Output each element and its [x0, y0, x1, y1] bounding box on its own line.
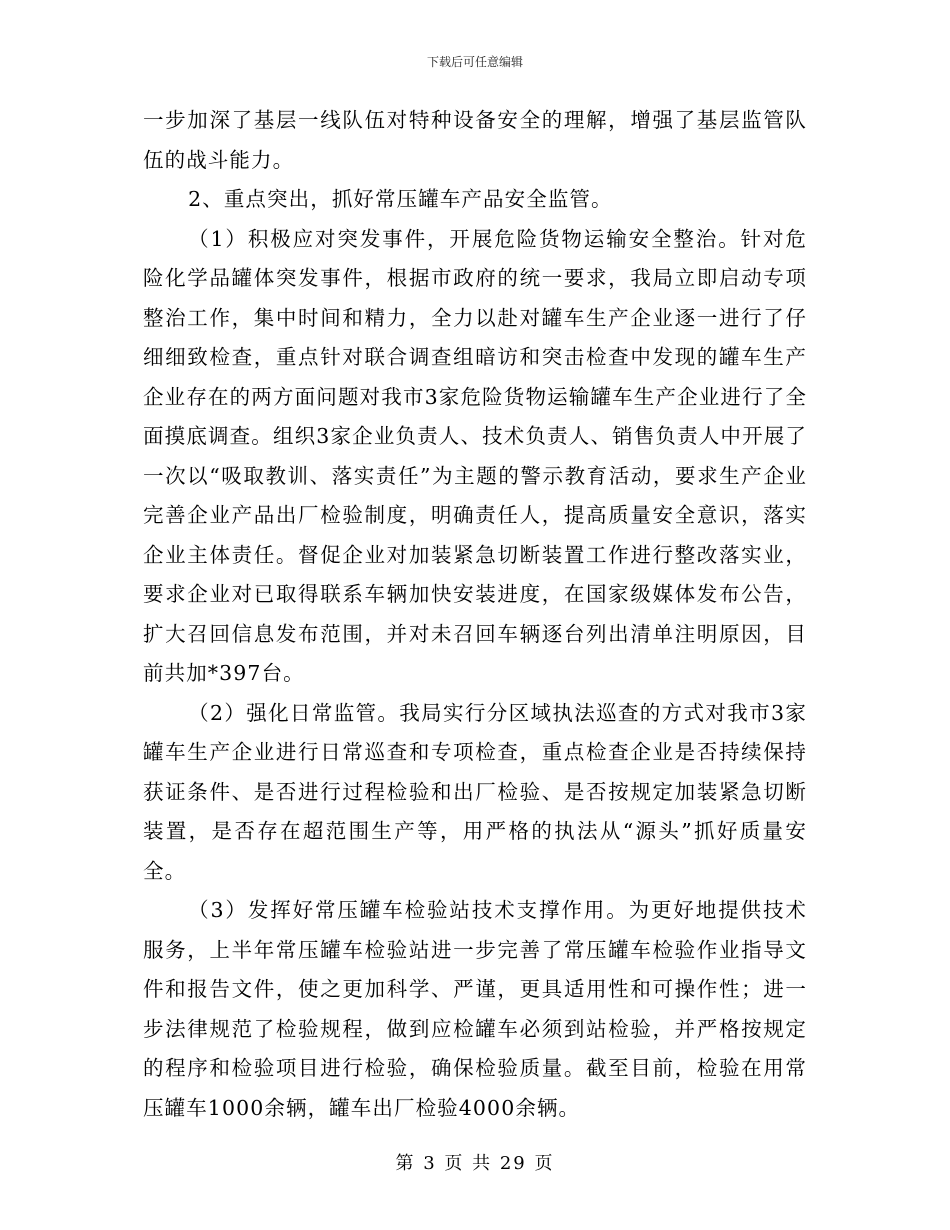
page-number-footer: 第 3 页 共 29 页: [395, 1153, 555, 1174]
paragraph-3: （1）积极应对突发事件，开展危险货物运输安全整治。针对危险化学品罐体突发事件，根据市政府的统一要求，我局立即启动专项整治工作，集中时间和精力，全力以赴对罐车生产企业逐一进行了仔细细致检查，重点针对联合调查组暗访和突击检查中发现的罐车生产企业存在的两方面问题对我市3家危险货物运输罐车生产企业进行了全面摸底调查。组织3家企业负责人、技术负责人、销售负责人中开展了一次以“吸取教训、落实责任”为主题的警示教育活动，要求生产企业完善企业产品出厂检验制度，明确责任人，提高质量安全意识，落实企业主体责任。督促企业对加装紧急切断装置工作进行整改落实业，要求企业对已取得联系车辆加快安装进度，在国家级媒体发布公告，扩大召回信息发布范围，并对未召回车辆逐台列出清单注明原因，目前共加*397台。: [143, 226, 807, 685]
paragraph-1: 一步加深了基层一线队伍对特种设备安全的理解，增强了基层监管队伍的战斗能力。: [143, 108, 807, 172]
paragraph-4: （2）强化日常监管。我局实行分区域执法巡查的方式对我市3家罐车生产企业进行日常巡查和专项检查，重点检查企业是否持续保持获证条件、是否进行过程检验和出厂检验、是否按规定加装紧急切断装置，是否存在超范围生产等，用严格的执法从“源头”抓好质量安全。: [143, 700, 807, 883]
paragraph-2: 2、重点突出，抓好常压罐车产品安全监管。: [188, 187, 613, 211]
document-body: [143, 101, 807, 1128]
header-note: 下载后可任意编辑: [426, 55, 523, 69]
paragraph-5: （3）发挥好常压罐车检验站技术支撑作用。为更好地提供技术服务，上半年常压罐车检验站进一步完善了常压罐车检验作业指导文件和报告文件，使之更加科学、严谨，更具适用性和可操作性；进一步法律规范了检验规程，做到应检罐车必须到站检验，并严格按规定的程序和检验项目进行检验，确保检验质量。截至目前，检验在用常压罐车1000余辆，罐车出厂检验4000余辆。: [143, 898, 807, 1120]
